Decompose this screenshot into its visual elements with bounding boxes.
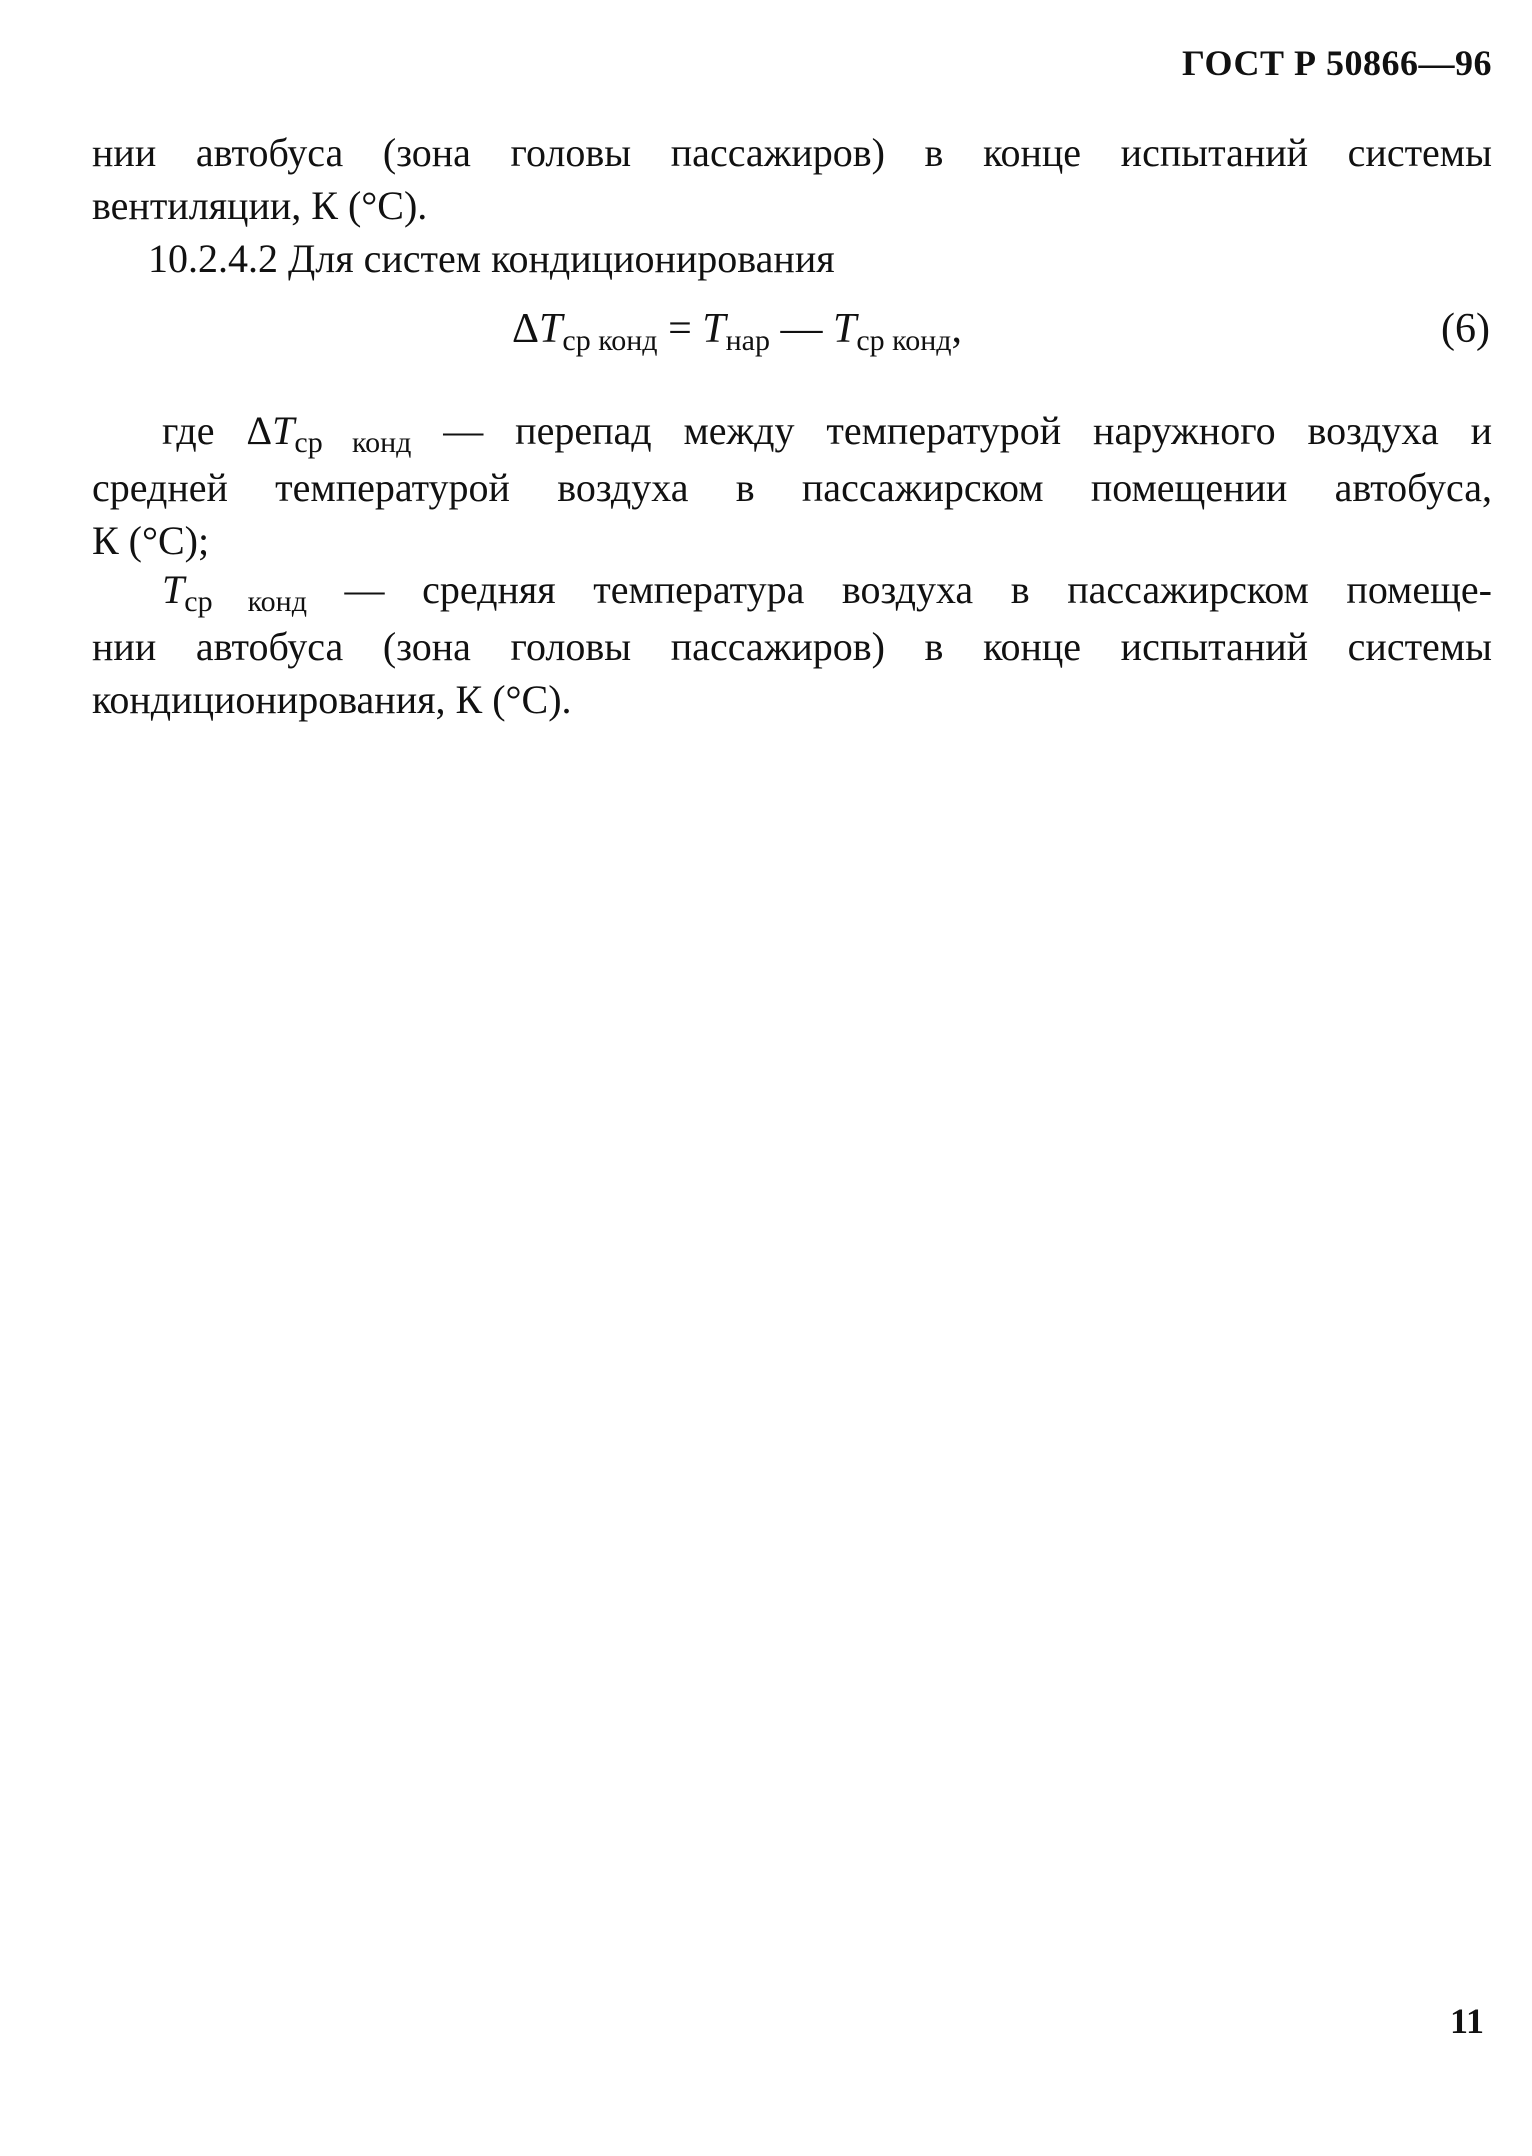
definition-1-var: T (272, 408, 295, 453)
formula-rhs2-sub: ср конд (856, 324, 952, 357)
section-heading (92, 232, 1492, 285)
definition-2-line-1 (92, 563, 1492, 620)
formula-equals: = (668, 306, 692, 352)
formula-rhs1-sub: нар (725, 324, 770, 357)
formula-minus: — (780, 306, 823, 352)
definition-2-sub: ср конд (184, 585, 307, 618)
formula-lhs-sub: ср конд (562, 324, 658, 357)
definition-1-line-2: средней температурой воздуха в пассажирском помещении автобуса, (92, 465, 1492, 510)
formula-lhs-var: T (539, 306, 563, 352)
definition-1-line-1 (92, 404, 1492, 461)
formula-rhs2-var: T (832, 306, 857, 352)
continuation-line-1: нии автобуса (зона головы пассажиров) в конце испытаний системы (92, 130, 1492, 175)
definition-1 (92, 404, 1492, 567)
formula-comma: , (951, 306, 963, 352)
formula-number: (6) (1441, 306, 1490, 352)
definition-1-prefix: где Δ (162, 408, 273, 453)
formula-expression (512, 305, 963, 357)
page-header: ГОСТ Р 50866—96 (1182, 43, 1492, 83)
definition-2-var: T (162, 567, 185, 612)
formula-rhs1-var: T (702, 306, 726, 352)
definition-1-rest: — перепад между температурой наружного воздуха и (411, 408, 1493, 453)
definition-2-line-2: нии автобуса (зона головы пассажиров) в конце испытаний системы (92, 624, 1492, 669)
definition-1-sub: ср конд (294, 426, 412, 459)
continuation-line-2: вентиляции, К (°С). (92, 183, 428, 228)
continuation-paragraph (92, 126, 1492, 232)
definition-2-rest: — средняя температура воздуха в пассажирском помеще- (307, 567, 1492, 612)
definition-2 (92, 563, 1492, 726)
definition-1-line-3: К (°С); (92, 518, 210, 563)
section-heading-text: 10.2.4.2 Для систем кондиционирования (148, 236, 835, 281)
page-number: 11 (1449, 2001, 1484, 2041)
definition-2-line-3: кондиционирования, К (°С). (92, 677, 572, 722)
formula-delta: Δ (512, 306, 540, 352)
